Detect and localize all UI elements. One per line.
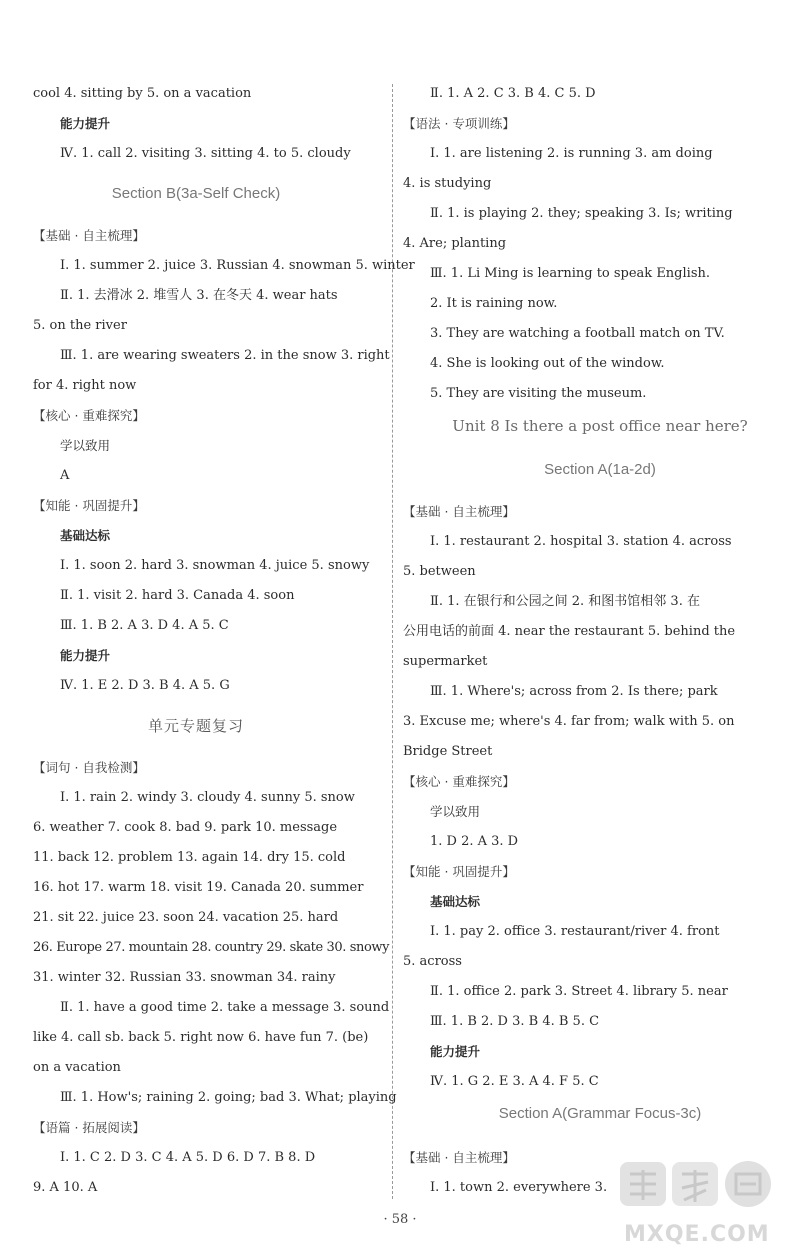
answer-line: Ⅰ. 1. rain 2. windy 3. cloudy 4. sunny 5. snow [60, 790, 355, 805]
subheading: 学以致用 [430, 804, 481, 819]
answer-line: 4. Are; planting [403, 236, 507, 251]
category-heading: 【核心 · 重难探究】 [33, 408, 145, 423]
unit-review-title: 单元专题复习 [147, 717, 244, 735]
answer-line: Ⅰ. 1. C 2. D 3. C 4. A 5. D 6. D 7. B 8. D [60, 1150, 316, 1165]
watermark-url: MXQE.COM [624, 1222, 770, 1247]
answer-line: A [60, 468, 70, 483]
category-heading: 【知能 · 巩固提升】 [403, 864, 515, 879]
category-heading: 【基础 · 自主梳理】 [33, 228, 145, 243]
answer-line: supermarket [403, 654, 488, 669]
category-heading: 【基础 · 自主梳理】 [403, 1150, 515, 1165]
unit-title: Unit 8 Is there a post office near here? [452, 417, 748, 435]
answer-line: 4. She is looking out of the window. [430, 356, 665, 371]
subheading: 能力提升 [430, 1044, 481, 1059]
answer-line: Ⅲ. 1. B 2. D 3. B 4. B 5. C [430, 1014, 600, 1029]
answer-line: cool 4. sitting by 5. on a vacation [33, 86, 252, 101]
answer-line: Ⅰ. 1. restaurant 2. hospital 3. station 4. across [430, 534, 732, 549]
answer-line: 公用电话的前面 4. near the restaurant 5. behind the [403, 624, 736, 639]
answer-line: Ⅰ. 1. town 2. everywhere 3. [430, 1180, 608, 1195]
subheading: 能力提升 [60, 648, 111, 663]
answer-line: 16. hot 17. warm 18. visit 19. Canada 20. summer [33, 880, 364, 895]
answer-line: Ⅱ. 1. 在银行和公园之间 2. 和图书馆相邻 3. 在 [430, 594, 700, 609]
column-divider [392, 84, 393, 1199]
answer-line: on a vacation [33, 1060, 121, 1075]
answer-line: 21. sit 22. juice 23. soon 24. vacation 25. hard [33, 910, 339, 925]
answer-line: 31. winter 32. Russian 33. snowman 34. rainy [33, 970, 336, 985]
answer-line: Ⅱ. 1. visit 2. hard 3. Canada 4. soon [60, 588, 295, 603]
answer-line: Ⅰ. 1. soon 2. hard 3. snowman 4. juice 5. snowy [60, 558, 370, 573]
answer-line: for 4. right now [33, 378, 137, 393]
answer-line: 6. weather 7. cook 8. bad 9. park 10. message [33, 820, 338, 835]
answer-line: Ⅰ. 1. pay 2. office 3. restaurant/river 4. front [430, 924, 720, 939]
category-heading: 【语篇 · 拓展阅读】 [33, 1120, 145, 1135]
category-heading: 【语法 · 专项训练】 [403, 116, 515, 131]
category-heading: 【核心 · 重难探究】 [403, 774, 515, 789]
answer-line: Ⅳ. 1. G 2. E 3. A 4. F 5. C [430, 1074, 599, 1089]
answer-line: like 4. call sb. back 5. right now 6. have fun 7. (be) [33, 1030, 369, 1045]
section-title: Section B(3a-Self Check) [111, 185, 281, 202]
answer-line: Ⅱ. 1. 去滑冰 2. 堆雪人 3. 在冬天 4. wear hats [60, 288, 338, 303]
answer-line: Ⅱ. 1. is playing 2. they; speaking 3. Is; writing [430, 206, 733, 221]
section-title: Section A(Grammar Focus-3c) [498, 1105, 702, 1122]
answer-line: Ⅲ. 1. How's; raining 2. going; bad 3. What; playing [60, 1090, 397, 1105]
answer-line: Ⅲ. 1. are wearing sweaters 2. in the snow 3. right [60, 348, 390, 363]
answer-line: Ⅲ. 1. B 2. A 3. D 4. A 5. C [60, 618, 229, 633]
answer-line: 26. Europe 27. mountain 28. country 29. skate 30. snowy [33, 940, 390, 955]
section-title: Section A(1a-2d) [544, 461, 656, 478]
answer-line: 2. It is raining now. [430, 296, 558, 311]
category-heading: 【基础 · 自主梳理】 [403, 504, 515, 519]
answer-line: 5. between [403, 564, 476, 579]
answer-line: 5. on the river [33, 318, 127, 333]
answer-line: 3. They are watching a football match on TV. [430, 326, 725, 341]
subheading: 能力提升 [60, 116, 111, 131]
answer-line: Bridge Street [403, 744, 493, 759]
answer-line: 9. A 10. A [33, 1180, 98, 1195]
answer-line: Ⅱ. 1. office 2. park 3. Street 4. library 5. near [430, 984, 728, 999]
answer-line: 3. Excuse me; where's 4. far from; walk with 5. on [403, 714, 735, 729]
answer-line: Ⅱ. 1. have a good time 2. take a message 3. sound [60, 1000, 390, 1015]
answer-line: Ⅳ. 1. E 2. D 3. B 4. A 5. G [60, 678, 230, 693]
category-heading: 【知能 · 巩固提升】 [33, 498, 145, 513]
answer-line: Ⅰ. 1. summer 2. juice 3. Russian 4. snowman 5. winter [60, 258, 415, 273]
answer-line: Ⅰ. 1. are listening 2. is running 3. am doing [430, 146, 713, 161]
subheading: 基础达标 [60, 528, 111, 543]
answer-line: Ⅱ. 1. A 2. C 3. B 4. C 5. D [430, 86, 596, 101]
subheading: 基础达标 [430, 894, 481, 909]
answer-line: 5. across [403, 954, 462, 969]
answer-line: 1. D 2. A 3. D [430, 834, 519, 849]
answer-line: 11. back 12. problem 13. again 14. dry 15. cold [33, 850, 346, 865]
answer-line: Ⅲ. 1. Li Ming is learning to speak English. [430, 266, 710, 281]
subheading: 学以致用 [60, 438, 111, 453]
answer-line: Ⅲ. 1. Where's; across from 2. Is there; park [430, 684, 718, 699]
page-number: · 58 · [383, 1212, 417, 1227]
answer-line: 5. They are visiting the museum. [430, 386, 647, 401]
answer-line: Ⅳ. 1. call 2. visiting 3. sitting 4. to 5. cloudy [60, 146, 351, 161]
answer-line: 4. is studying [403, 176, 492, 191]
category-heading: 【词句 · 自我检测】 [33, 760, 145, 775]
